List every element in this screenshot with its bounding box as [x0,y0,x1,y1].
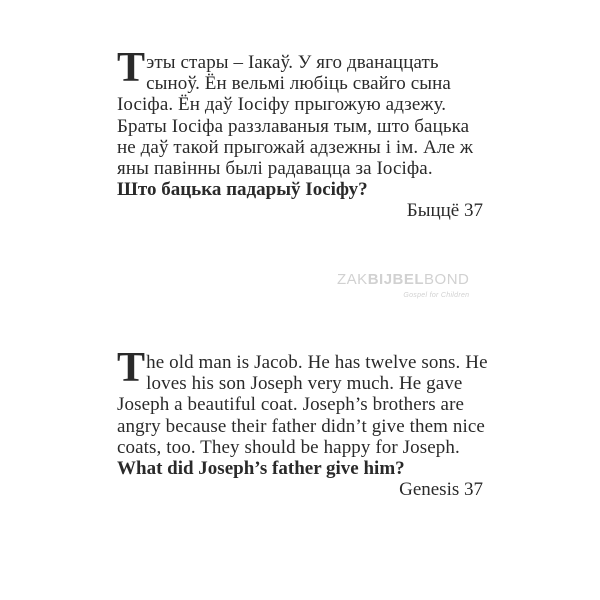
english-drop-cap: T [117,345,146,391]
watermark-brand-part3: BOND [424,271,470,288]
watermark-brand-part1: ZAK [337,271,368,288]
english-section [117,345,489,501]
watermark-tagline: Gospel for Children [403,292,470,299]
belarusian-paragraph-text: эты стары – Іакаў. У яго дванаццать сыноў. Ён вельмі любіць свайго сына Іосіфа. Ён даў Іосіфу прыгожую адзежу. Браты Іосіфа раззлаваныя тым, што бацька не даў такой прыгожай адзежны і ім. Але ж яны павінны былі радавацца за Іосіфа. [117,52,474,180]
belarusian-drop-cap: Т [117,45,146,91]
watermark-brand-part2: BIJBEL [367,271,425,288]
english-paragraph [117,345,489,458]
belarusian-reference: Быццё 37 [406,200,483,222]
english-paragraph-text: he old man is Jacob. He has twelve sons. He loves his son Joseph very much. He gave Joseph a beautiful coat. Joseph’s brothers are angry because their father didn’t give them nice coats, too. They should be happy for Joseph. [117,352,488,458]
english-question: What did Joseph’s father give him? [117,458,405,480]
english-reference: Genesis 37 [399,479,483,501]
belarusian-section [117,45,489,222]
belarusian-paragraph [117,45,489,180]
zakbijbelbond-watermark [337,272,469,303]
belarusian-question: Што бацька падарыў Іосіфу? [117,179,368,201]
